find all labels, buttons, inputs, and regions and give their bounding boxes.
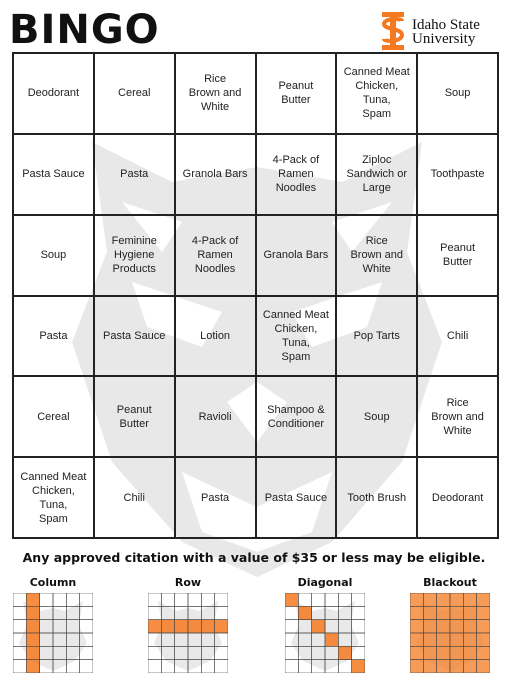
pattern-diagram-diagonal	[285, 593, 365, 673]
mini-cell	[285, 660, 298, 673]
bingo-cell: Tooth Brush	[336, 457, 417, 538]
pattern-label: Diagonal	[297, 576, 353, 589]
mini-cell-filled	[410, 620, 423, 633]
mini-cell-filled	[215, 620, 228, 633]
bingo-cell: Toothpaste	[417, 134, 498, 215]
bingo-cell: Deodorant	[417, 457, 498, 538]
bingo-cell: Feminine Hygiene Products	[94, 215, 175, 296]
mini-cell-filled	[423, 620, 436, 633]
mini-cell-filled	[450, 633, 463, 646]
bingo-cell: Deodorant	[13, 53, 94, 134]
bingo-cell: 4-Pack of Ramen Noodles	[256, 134, 337, 215]
bingo-cell: Chili	[417, 296, 498, 377]
pattern-label: Row	[174, 576, 202, 589]
mini-cell-filled	[26, 606, 39, 619]
bingo-cell: Ziploc Sandwich or Large	[336, 134, 417, 215]
mini-cell-filled	[437, 633, 450, 646]
mini-cell-filled	[148, 620, 161, 633]
bingo-cell: 4-Pack of Ramen Noodles	[175, 215, 256, 296]
mini-cell-filled	[463, 660, 476, 673]
mini-cell	[325, 593, 338, 606]
bingo-cell: Peanut Butter	[256, 53, 337, 134]
isu-logo-icon	[380, 12, 406, 50]
bingo-cell: Peanut Butter	[94, 376, 175, 457]
mini-cell-filled	[463, 646, 476, 659]
mini-cell-filled	[285, 593, 298, 606]
mini-cell-filled	[477, 633, 490, 646]
mini-cell-filled	[410, 633, 423, 646]
bingo-cell: Canned Meat Chicken, Tuna, Spam	[256, 296, 337, 377]
bingo-cell: Cereal	[13, 376, 94, 457]
mini-cell-filled	[26, 660, 39, 673]
page-title: BINGO	[9, 7, 160, 53]
mini-cell	[40, 593, 53, 606]
mini-cell-filled	[450, 606, 463, 619]
mini-cell-filled	[450, 593, 463, 606]
mini-cell-filled	[423, 633, 436, 646]
bingo-cell: Pasta	[94, 134, 175, 215]
bingo-cell: Pop Tarts	[336, 296, 417, 377]
mini-cell-filled	[450, 620, 463, 633]
mini-cell-filled	[298, 606, 311, 619]
mini-cell-filled	[477, 606, 490, 619]
mini-cell-filled	[450, 660, 463, 673]
pattern-label: Column	[29, 576, 77, 589]
mini-cell-filled	[26, 593, 39, 606]
mini-cell-filled	[410, 606, 423, 619]
mini-cell-filled	[410, 660, 423, 673]
bingo-cell: Canned Meat Chicken, Tuna, Spam	[13, 457, 94, 538]
bingo-cell: Pasta Sauce	[13, 134, 94, 215]
bingo-cell: Pasta	[13, 296, 94, 377]
eligibility-notice: Any approved citation with a value of $35 or less may be eligible.	[22, 550, 486, 565]
bingo-cell: Soup	[336, 376, 417, 457]
mini-cell	[175, 593, 188, 606]
mini-cell-filled	[423, 593, 436, 606]
bingo-cell: Soup	[13, 215, 94, 296]
bingo-cell: Rice Brown and White	[336, 215, 417, 296]
mini-cell-filled	[477, 620, 490, 633]
bingo-cell: Pasta Sauce	[94, 296, 175, 377]
bingo-board	[12, 52, 499, 539]
bingo-cell: Chili	[94, 457, 175, 538]
mini-cell-filled	[410, 593, 423, 606]
pattern-column	[5, 576, 101, 673]
bingo-cell: Shampoo & Conditioner	[256, 376, 337, 457]
bingo-cell: Canned Meat Chicken, Tuna, Spam	[336, 53, 417, 134]
mini-cell	[13, 660, 26, 673]
mini-cell-filled	[175, 620, 188, 633]
mini-cell-filled	[423, 646, 436, 659]
bingo-cell: Peanut Butter	[417, 215, 498, 296]
mini-cell-filled	[437, 646, 450, 659]
mini-cell-filled	[463, 606, 476, 619]
mini-cell-filled	[437, 593, 450, 606]
logo-line-2: University	[412, 31, 476, 47]
mini-cell-filled	[188, 620, 201, 633]
mini-cell-filled	[26, 620, 39, 633]
bingo-cell: Rice Brown and White	[175, 53, 256, 134]
pattern-diagram-blackout	[410, 593, 490, 673]
pattern-diagram-row	[148, 593, 228, 673]
mini-cell	[312, 593, 325, 606]
bingo-cell: Granola Bars	[175, 134, 256, 215]
bingo-cell: Rice Brown and White	[417, 376, 498, 457]
mini-cell-filled	[463, 620, 476, 633]
mini-cell-filled	[423, 660, 436, 673]
mini-cell-filled	[437, 620, 450, 633]
university-logo	[380, 12, 500, 52]
mini-cell-filled	[338, 646, 351, 659]
mini-cell-filled	[410, 646, 423, 659]
mini-cell	[188, 593, 201, 606]
bingo-cell: Granola Bars	[256, 215, 337, 296]
mini-cell-filled	[437, 606, 450, 619]
bingo-cell: Pasta	[175, 457, 256, 538]
mini-cell-filled	[26, 633, 39, 646]
mini-cell	[53, 593, 66, 606]
pattern-row	[140, 576, 236, 673]
mini-cell-filled	[437, 660, 450, 673]
mini-cell-filled	[477, 660, 490, 673]
mini-cell-filled	[463, 593, 476, 606]
mini-cell	[215, 660, 228, 673]
mini-cell-filled	[477, 593, 490, 606]
mini-cell-filled	[161, 620, 174, 633]
mini-cell	[148, 660, 161, 673]
mini-cell-filled	[477, 646, 490, 659]
bingo-cell: Soup	[417, 53, 498, 134]
bingo-cell: Pasta Sauce	[256, 457, 337, 538]
bingo-cell: Lotion	[175, 296, 256, 377]
mini-cell	[13, 620, 26, 633]
pattern-diagonal	[277, 576, 373, 673]
mini-cell-filled	[450, 646, 463, 659]
mini-cell-filled	[26, 646, 39, 659]
mini-cell-filled	[463, 633, 476, 646]
bingo-cell: Ravioli	[175, 376, 256, 457]
mini-cell-filled	[201, 620, 214, 633]
pattern-blackout	[402, 576, 498, 673]
mini-cell-filled	[325, 633, 338, 646]
bingo-grid	[12, 52, 499, 539]
bingo-cell: Cereal	[94, 53, 175, 134]
mini-cell-filled	[423, 606, 436, 619]
logo-line-1: Idaho State	[412, 17, 480, 33]
pattern-label: Blackout	[423, 576, 477, 589]
mini-cell	[80, 660, 93, 673]
pattern-diagram-column	[13, 593, 93, 673]
mini-cell-filled	[352, 660, 365, 673]
mini-cell-filled	[312, 620, 325, 633]
